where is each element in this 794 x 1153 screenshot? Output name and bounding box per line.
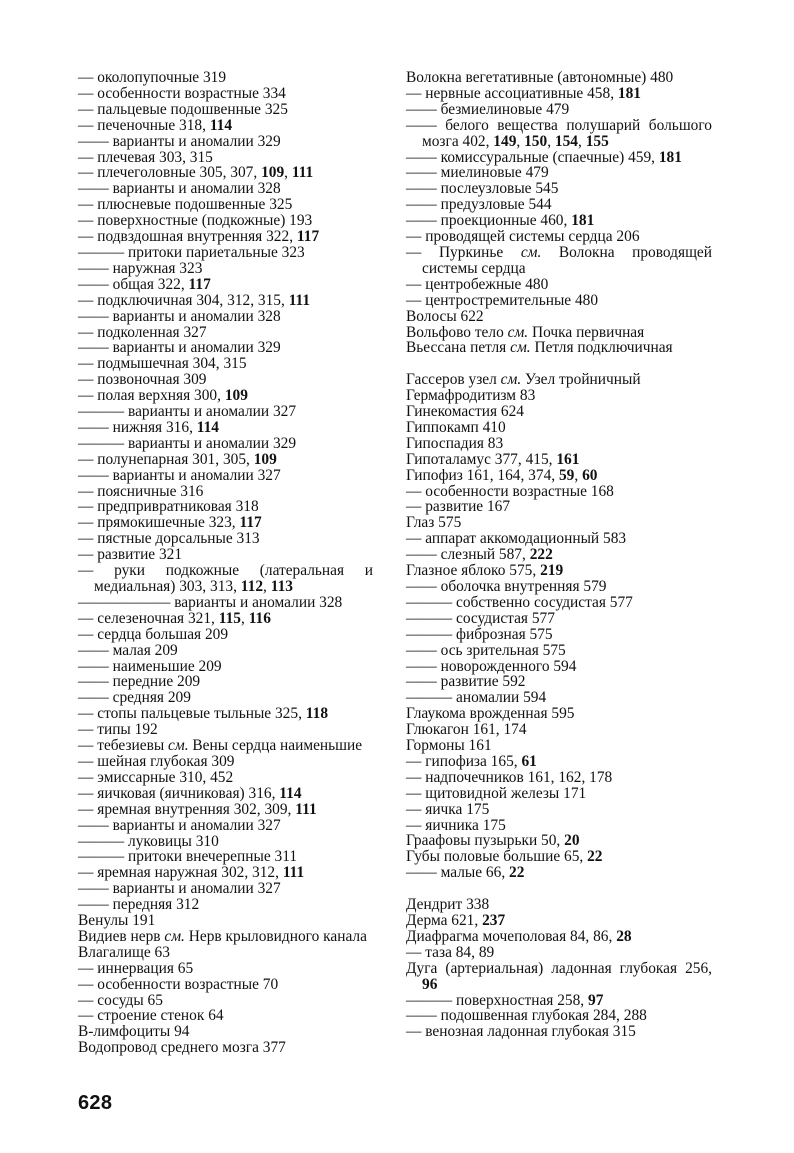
entry-text: — полая верхняя 300, [78,387,225,405]
index-entry [78,706,373,722]
entry-text: , [284,164,292,182]
index-entry [406,722,712,738]
index-entry [406,659,712,675]
entry-text: —— безмиелиновые 479 [406,100,570,118]
entry-text: —— предузловые 544 [406,196,552,214]
entry-text: —— варианты и аномалии 328 [78,307,281,325]
entry-text: —— общая 322, [78,275,189,293]
page-ref-bold: 150 [524,132,548,150]
entry-text: — околопупочные 319 [78,69,227,86]
entry-text: Губы половые большие 65, [406,848,588,866]
entry-text: — подключичная 304, 312, 315, [78,291,289,309]
index-entry [406,340,712,356]
index-entry [406,118,712,150]
index-entry [78,531,373,547]
index-column-right [406,70,712,1040]
entry-text: ——— собственно сосудистая 577 [406,593,633,611]
index-entry [78,245,373,261]
see-reference: см. [500,371,522,389]
entry-text: —— малая 209 [78,641,178,659]
index-entry [406,325,712,341]
index-entry [78,818,373,834]
index-entry [406,961,712,993]
entry-text: — венозная ладонная глубокая 315 [406,1023,636,1041]
index-entry [406,913,712,929]
index-entry [406,627,712,643]
index-entry [78,849,373,865]
index-entry [78,452,373,468]
index-entry [406,993,712,1009]
page-ref-bold: 181 [571,212,595,230]
entry-text: —— передняя 312 [78,896,200,914]
entry-text: — сердца большая 209 [78,625,229,643]
page-ref-bold: 59 [558,466,575,484]
page-ref-bold: 22 [587,848,603,866]
index-entry [78,213,373,229]
index-entry [78,802,373,818]
index-entry [78,356,373,372]
entry-text: Гермафродитизм 83 [406,387,536,405]
see-reference: см. [168,737,189,755]
entry-text: Граафовы пузырьки 50, [406,832,565,850]
page-ref-bold: 111 [288,291,311,309]
page-ref-bold: 115 [218,609,241,627]
entry-text: Глаукома врожденная 595 [406,705,575,723]
entry-text: Узел тройничный [521,371,641,389]
entry-text: — эмиссарные 310, 452 [78,768,234,786]
page-ref-bold: 97 [588,991,604,1009]
entry-text: ——— варианты и аномалии 329 [78,434,297,452]
index-entry [78,134,373,150]
index-entry [78,499,373,515]
entry-text: — проводящей системы сердца 206 [406,228,640,246]
entry-text: Диафрагма мочеполовая 84, 86, [406,927,617,945]
entry-text: —— подошвенная глубокая 284, 288 [406,1007,647,1025]
entry-text: Гассеров узел [406,371,501,389]
entry-text: Волокна вегетативные (автономные) 480 [406,69,674,86]
entry-text: — плюсневые подошвенные 325 [78,196,293,214]
index-entry [78,1008,373,1024]
index-entry [406,833,712,849]
index-entry [78,627,373,643]
entry-text: ——— притоки внечерепные 311 [78,848,298,866]
entry-text: —— средняя 209 [78,689,191,707]
entry-text: — центробежные 480 [406,275,549,293]
index-entry [78,515,373,531]
index-entry [406,468,712,484]
index-entry [406,404,712,420]
page-ref-bold: 112 [240,578,264,595]
entry-text: Видиев нерв [78,927,165,945]
index-entry [78,86,373,102]
entry-text: — полунепарная 301, 305, [78,450,254,468]
page-number: 628 [78,1092,113,1114]
index-entry [78,325,373,341]
index-entry [406,706,712,722]
page-ref-bold: 117 [188,275,211,293]
entry-text: —— варианты и аномалии 327 [78,466,281,484]
index-entry [78,372,373,388]
entry-text: — шейная глубокая 309 [78,752,235,770]
entry-text: — надпочечников 161, 162, 178 [406,768,613,786]
entry-text: — развитие 321 [78,546,183,564]
entry-text: —— варианты и аномалии 329 [78,339,281,357]
index-entry [78,468,373,484]
entry-text: — предпривратниковая 318 [78,498,259,516]
index-entry [406,452,712,468]
index-entry [406,643,712,659]
index-entry [406,388,712,404]
entry-text: —— нижняя 316, [78,418,197,436]
index-entry [406,897,712,913]
entry-text: —— миелиновые 479 [406,164,549,182]
index-entry [406,1008,712,1024]
entry-text: — яичковая (яичниковая) 316, [78,784,280,802]
index-entry [78,1040,373,1056]
entry-text: Дуга (артериальная) ладонная глубокая 256, [406,959,712,977]
entry-text: Водопровод среднего мозга 377 [78,1039,286,1057]
index-entry [78,722,373,738]
index-entry [406,420,712,436]
index-entry [78,786,373,802]
page-ref-bold: 118 [305,705,329,723]
index-entry [406,499,712,515]
entry-text: Гинекомастия 624 [406,403,524,421]
page-ref-bold: 114 [279,784,302,802]
index-entry [78,420,373,436]
page-ref-bold: 116 [248,609,271,627]
index-entry [406,197,712,213]
page-ref-bold: 109 [261,164,285,182]
entry-text: —— варианты и аномалии 328 [78,180,281,198]
page-ref-bold: 111 [295,800,317,818]
index-entry [78,563,373,595]
index-entry [78,102,373,118]
index-entry [406,277,712,293]
entry-text: — яремная наружная 302, 312, [78,864,283,882]
entry-text: — типы 192 [78,721,158,739]
entry-text: — особенности возрастные 334 [78,84,286,102]
entry-text: Вены сердца наименьшие [188,737,363,755]
page-ref-bold: 181 [658,148,682,166]
entry-text: —— наружная 323 [78,259,203,277]
entry-text: — гипофиза 165, [406,752,522,770]
entry-text: — прямокишечные 323, [78,514,240,532]
index-entry [78,659,373,675]
index-entry [78,293,373,309]
entry-text: — подмышечная 304, 315 [78,355,247,373]
index-entry [406,595,712,611]
page-ref-bold: 219 [540,562,564,580]
entry-text: , [577,132,586,150]
page-ref-bold: 113 [270,578,293,595]
page-ref-bold: 155 [585,132,609,150]
entry-text: — иннервация 65 [78,959,194,977]
index-entry [406,754,712,770]
entry-text: — яичника 175 [406,816,506,834]
index-entry [406,531,712,547]
entry-text: Гормоны 161 [406,737,492,755]
entry-text: Дерма 621, [406,912,483,929]
page-ref-bold: 149 [493,132,517,150]
entry-text: ——— варианты и аномалии 327 [78,403,297,421]
entry-text: —— варианты и аномалии 327 [78,880,281,898]
entry-text: —— оболочка внутренняя 579 [406,577,607,595]
entry-text: — печеночные 318, [78,116,210,134]
page-ref-bold: 117 [296,228,320,246]
entry-text: —— комиссуральные (спаечные) 459, [406,148,659,166]
index-entry [78,404,373,420]
index-entry [78,595,373,611]
index-entry [78,834,373,850]
entry-text: — тебезиевы [78,737,169,755]
entry-text: —— наименьшие 209 [78,657,222,675]
index-entry [78,70,373,86]
index-entry [78,897,373,913]
index-entry [78,977,373,993]
index-entry [406,611,712,627]
index-entry [78,261,373,277]
section-gap [406,881,712,897]
index-entry [406,229,712,245]
index-entry [78,961,373,977]
entry-text: Волосы 622 [406,307,484,325]
index-entry [78,150,373,166]
entry-text: Петля подключичная [530,339,673,357]
see-reference: см. [507,323,529,341]
entry-text: —— белого вещества полушарий большого мозга 402, [406,116,712,150]
entry-text: — аппарат аккомодационный 583 [406,530,627,548]
index-entry [78,690,373,706]
entry-text: — пальцевые подошвенные 325 [78,100,288,118]
entry-text: — яремная внутренняя 302, 309, [78,800,296,818]
entry-text: — поясничные 316 [78,482,204,500]
page-ref-bold: 111 [291,164,314,182]
page-ref-bold: 109 [253,450,277,468]
entry-text: Глазное яблоко 575, [406,562,541,580]
index-entry [78,611,373,627]
entry-text: — нервные ассоциативные 458, [406,84,618,102]
page-ref-bold: 222 [529,546,553,564]
page-ref-bold: 111 [282,864,305,882]
index-entry [78,181,373,197]
entry-text: — стопы пальцевые тыльные 325, [78,705,306,723]
entry-text: Глюкагон 161, 174 [406,721,527,739]
see-reference: см. [164,927,185,945]
entry-text: — руки подкожные (латеральная и медиальная) 303, 313, [78,562,373,595]
page-ref-bold: 117 [239,514,262,532]
index-entry [78,388,373,404]
page-ref-bold: 114 [209,116,233,134]
entry-text: — строение стенок 64 [78,1007,224,1025]
entry-text: —— ось зрительная 575 [406,641,566,659]
entry-text: — подколенная 327 [78,323,207,341]
page-ref-bold: 154 [554,132,578,150]
entry-text: — поверхностные (подкожные) 193 [78,212,313,230]
entry-text: Вольфово тело [406,323,508,341]
index-entry [78,865,373,881]
section-gap [406,356,712,372]
index-entry [78,229,373,245]
entry-text: ——— притоки париетальные 323 [78,243,305,261]
index-entry [78,929,373,945]
index-entry [406,563,712,579]
entry-text: — плечевая 303, 315 [78,148,213,166]
page-ref-bold: 161 [556,450,580,468]
index-entry [406,579,712,595]
see-reference: см. [520,243,542,261]
entry-text: — Пуркинье [406,243,521,261]
index-entry [78,738,373,754]
index-entry [406,245,712,277]
entry-text: Почка первичная [528,323,645,341]
index-entry [406,213,712,229]
entry-text: —————— варианты и аномалии 328 [78,593,343,611]
entry-text: —— малые 66, [406,864,510,882]
index-entry [78,881,373,897]
page-ref-bold: 109 [224,387,248,405]
entry-text: — особенности возрастные 168 [406,482,614,500]
entry-text: ——— аномалии 594 [406,689,547,707]
index-entry [78,754,373,770]
entry-text: —— слезный 587, [406,546,530,564]
entry-text: ——— поверхностная 258, [406,991,588,1009]
entry-text: — селезеночная 321, [78,609,219,627]
index-entry [78,674,373,690]
entry-text: —— варианты и аномалии 327 [78,816,281,834]
index-column-left [78,70,373,1056]
entry-text: — таза 84, 89 [406,943,495,961]
entry-text: , [263,578,271,595]
entry-text: — позвоночная 309 [78,371,207,389]
entry-text: Вьессана петля [406,339,511,357]
index-entry [406,102,712,118]
index-entry [78,484,373,500]
entry-text: —— варианты и аномалии 329 [78,132,281,150]
entry-text: Влагалище 63 [78,943,170,961]
index-entry [406,70,712,86]
index-entry [406,865,712,881]
index-entry [78,945,373,961]
entry-text: Глаз 575 [406,514,462,532]
page-ref-bold: 96 [422,975,438,993]
entry-text: Дендрит 338 [406,896,490,914]
index-entry [406,372,712,388]
entry-text: —— новорожденного 594 [406,657,577,675]
see-reference: см. [510,339,531,357]
entry-text: Волокна проводящей системы сердца [422,243,712,277]
entry-text: —— послеузловые 545 [406,180,559,198]
index-entry [78,1024,373,1040]
entry-text: — яичка 175 [406,800,490,818]
index-entry [406,436,712,452]
index-entry [406,165,712,181]
index-entry [406,150,712,166]
index-entry [406,181,712,197]
entry-text: Венулы 191 [78,912,156,930]
page-ref-bold: 237 [482,912,506,929]
index-entry [406,674,712,690]
index-entry [406,547,712,563]
entry-text: , [241,609,249,627]
index-entry [78,913,373,929]
entry-text: —— развитие 592 [406,673,526,691]
index-entry [406,690,712,706]
entry-text: Гипофиз 161, 164, 374, [406,466,559,484]
entry-text: —— передние 209 [78,673,201,691]
entry-text: —— проекционные 460, [406,212,572,230]
page-ref-bold: 28 [616,927,632,945]
index-entry [78,309,373,325]
index-entry [406,738,712,754]
index-entry [406,293,712,309]
index-entry [78,165,373,181]
entry-text: Гиппокамп 410 [406,418,506,436]
entry-text: — щитовидной железы 171 [406,784,587,802]
index-entry [406,945,712,961]
index-entry [78,770,373,786]
index-entry [406,86,712,102]
entry-text: ——— сосудистая 577 [406,609,555,627]
index-entry [78,277,373,293]
entry-text: — центростремительные 480 [406,291,599,309]
index-entry [406,770,712,786]
entry-text: Нерв крыловидного канала [184,927,367,945]
index-entry [406,515,712,531]
entry-text: ——— луковицы 310 [78,832,219,850]
page-ref-bold: 20 [564,832,580,850]
page-ref-bold: 60 [582,466,598,484]
index-entry [406,818,712,834]
index-entry [78,118,373,134]
entry-text: — плечеголовные 305, 307, [78,164,262,182]
entry-text: , [574,466,583,484]
index-entry [78,993,373,1009]
index-entry [406,786,712,802]
page-ref-bold: 114 [196,418,220,436]
index-entry [406,802,712,818]
index-entry [78,643,373,659]
index-entry [78,436,373,452]
entry-text: ——— фиброзная 575 [406,625,553,643]
entry-text: Гипоспадия 83 [406,434,504,452]
page-ref-bold: 22 [509,864,525,882]
page-ref-bold: 61 [521,752,537,770]
entry-text: — особенности возрастные 70 [78,975,279,993]
entry-text: — развитие 167 [406,498,511,516]
entry-text: , [547,132,555,150]
entry-text: — подвздошная внутренняя 322, [78,228,297,246]
index-entry [406,1024,712,1040]
entry-text: , [516,132,525,150]
index-entry [78,197,373,213]
index-entry [406,484,712,500]
entry-text: — сосуды 65 [78,991,163,1009]
index-entry [78,547,373,563]
index-entry [406,849,712,865]
page-ref-bold: 181 [617,84,641,102]
index-entry [406,929,712,945]
entry-text: — пястные дорсальные 313 [78,530,260,548]
entry-text: В-лимфоциты 94 [78,1023,190,1041]
index-entry [406,309,712,325]
entry-text: Гипоталамус 377, 415, [406,450,557,468]
index-entry [78,340,373,356]
